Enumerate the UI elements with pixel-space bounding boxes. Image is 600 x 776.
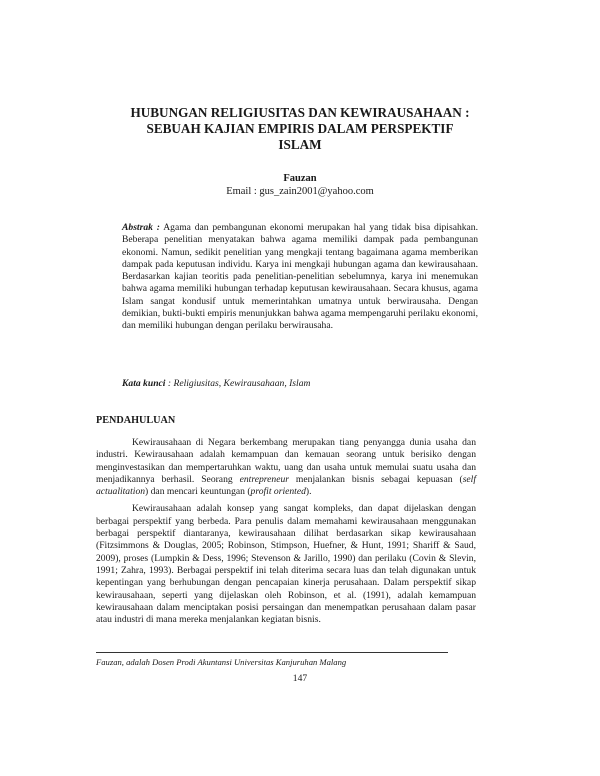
keywords-text: : Religiusitas, Kewirausahaan, Islam <box>167 378 311 389</box>
footnote: Fauzan, adalah Dosen Prodi Akuntansi Universitas Kanjuruhan Malang <box>96 657 347 667</box>
term-profit-oriented: profit oriented <box>250 486 306 498</box>
paragraph-1-part-2: menjalankan bisnis sebagai kepuasan ( <box>295 473 463 485</box>
paragraph-1-part-4: ). <box>305 486 312 498</box>
author-name: Fauzan <box>283 173 317 184</box>
body-text <box>96 437 476 631</box>
abstract <box>122 222 478 333</box>
term-entrepreneur: entrepreneur <box>239 473 289 485</box>
page-number: 147 <box>292 673 308 684</box>
title-line-1: HUBUNGAN RELIGIUSITAS DAN KEWIRAUSAHAAN : <box>130 105 470 120</box>
author-email: Email : gus_zain2001@yahoo.com <box>226 186 374 197</box>
paper-title <box>60 105 540 153</box>
paragraph-2: Kewirausahaan adalah konsep yang sangat kompleks, dan dapat dijelaskan dengan berbagai perspektif yang berbeda. Para penulis dalam memahami kewirausahaan menggunakan berbagai perspektif diantaranya, kewirausahaan dilihat berdasarkan sikap kewirausahaan (Fitzsimmons & Douglas, 2005; Robinson, Stimpson, Huefner, & Hunt, 1991; Shariff & Saud, 2009), proses (Lumpkin & Dess, 1996; Stevenson & Jarillo, 1990) dan perilaku (Covin & Slevin, 1991; Zahra, 1993). Berbagai perspektif ini telah diterima secara luas dan telah digunakan untuk kepentingan yang berhubungan dengan pencapaian kinerja perusahaan. Dalam perspektif sikap kewirausahaan, seperti yang dijelaskan oleh Robinson, et al. (1991), adalah kemampuan kewirausahaan dalam menciptakan posisi persaingan dan menempatkan perusahaan dalam pasar atau industri di mana mereka menjalankan kegiatan bisnis. <box>96 503 476 626</box>
paragraph-1-part-1: Kewirausahaan di Negara berkembang merupakan tiang penyangga dunia usaha dan industri. Kewirausahaan adalah kemampuan dan kemauan seorang untuk berisiko dengan menginvestasikan dan mempertaruhkan waktu, uang dan usaha untuk memulai suatu usaha dan menjadikannya berhasil. Seorang <box>96 437 476 485</box>
title-line-3: ISLAM <box>278 137 322 152</box>
paragraph-1 <box>96 437 476 498</box>
section-heading: PENDAHULUAN <box>96 415 176 426</box>
paragraph-1-part-3: ) dan mencari keuntungan ( <box>145 486 251 498</box>
term-self-actualitation: self actualitation <box>96 473 477 498</box>
abstract-label: Abstrak : <box>122 222 160 233</box>
title-line-2: SEBUAH KAJIAN EMPIRIS DALAM PERSPEKTIF <box>146 121 454 136</box>
abstract-text: Agama dan pembangunan ekonomi merupakan hal yang tidak bisa dipisahkan. Beberapa penelitian menyatakan bahwa agama memiliki dampak pada pembangunan ekonomi. Namun, sedikit penelitian yang mengkaji tentang bagaimana agama memberikan dampak pada keputusan individu. Karya ini mengkaji hubungan agama dan kewirausahaan. Berdasarkan kajian teoritis pada penelitian-penelitian sebelumnya, karya ini menemukan bahwa agama memiliki hubungan terhadap keputusan kewirausahaan. Secara khusus, agama Islam sangat kondusif untuk memerintahkan umatnya untuk berwirausaha. Dengan demikian, bukti-bukti empiris menunjukkan bahwa agama mempengaruhi perilaku ekonomi, dan memiliki hubungan dengan perilaku berwirausaha. <box>122 222 479 332</box>
footnote-divider <box>96 652 448 653</box>
keywords <box>122 378 478 390</box>
keywords-label: Kata kunci <box>122 378 166 389</box>
